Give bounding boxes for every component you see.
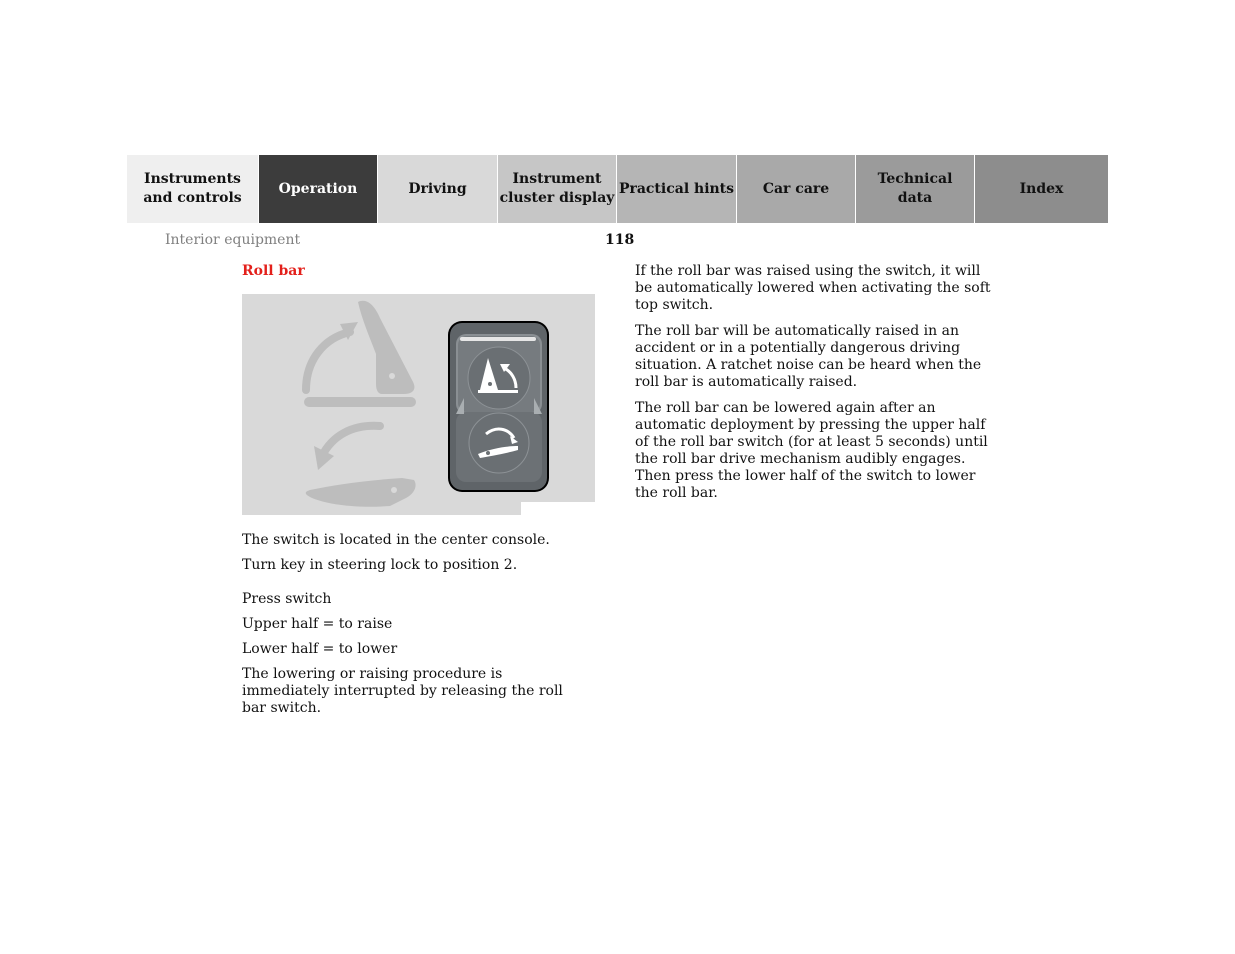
section-title: Interior equipment (165, 232, 301, 248)
tab-technical-data[interactable]: Technical data (856, 155, 975, 223)
paragraph-auto-raise: The roll bar will be automatically raised in an accident or in a potentially dangerous driving situation. A ratchet noise can be heard when the roll bar is automatically raised. (635, 323, 982, 390)
tab-practical-hints[interactable]: Practical hints (617, 155, 737, 223)
paragraph-interrupted: The lowering or raising procedure is immediately interrupted by releasing the roll bar switch. (242, 666, 563, 716)
tab-instrument-cluster-display[interactable]: Instrument cluster display (498, 155, 617, 223)
tab-instruments-and-controls[interactable]: Instruments and controls (127, 155, 259, 223)
page-number: 118 (605, 232, 635, 248)
paragraph-auto-lower: If the roll bar was raised using the switch, it will be automatically lowered when activating the soft top switch. (635, 263, 991, 313)
roll-bar-switch-icon (448, 321, 549, 492)
roll-bar-figure (242, 294, 595, 515)
paragraph-lower-half: Lower half = to lower (242, 641, 398, 657)
tab-driving[interactable]: Driving (378, 155, 498, 223)
paragraph-lower-after-deployment: The roll bar can be lowered again after an automatic deployment by pressing the upper half of the roll bar switch (for at least 5 seconds) until the roll bar drive mechanism audibly engages. Then press the lower half of the switch to lower the roll bar. (635, 400, 988, 501)
chapter-nav (127, 155, 1108, 223)
paragraph-upper-half: Upper half = to raise (242, 616, 393, 632)
paragraph-switch-location: The switch is located in the center console. (242, 532, 550, 548)
tab-index[interactable]: Index (975, 155, 1108, 223)
page-heading: Roll bar (242, 263, 305, 279)
paragraph-turn-key: Turn key in steering lock to position 2. (242, 557, 518, 573)
right-column (635, 263, 1000, 511)
tab-car-care[interactable]: Car care (737, 155, 856, 223)
tab-operation[interactable]: Operation (259, 155, 378, 223)
paragraph-press-switch: Press switch (242, 591, 332, 607)
